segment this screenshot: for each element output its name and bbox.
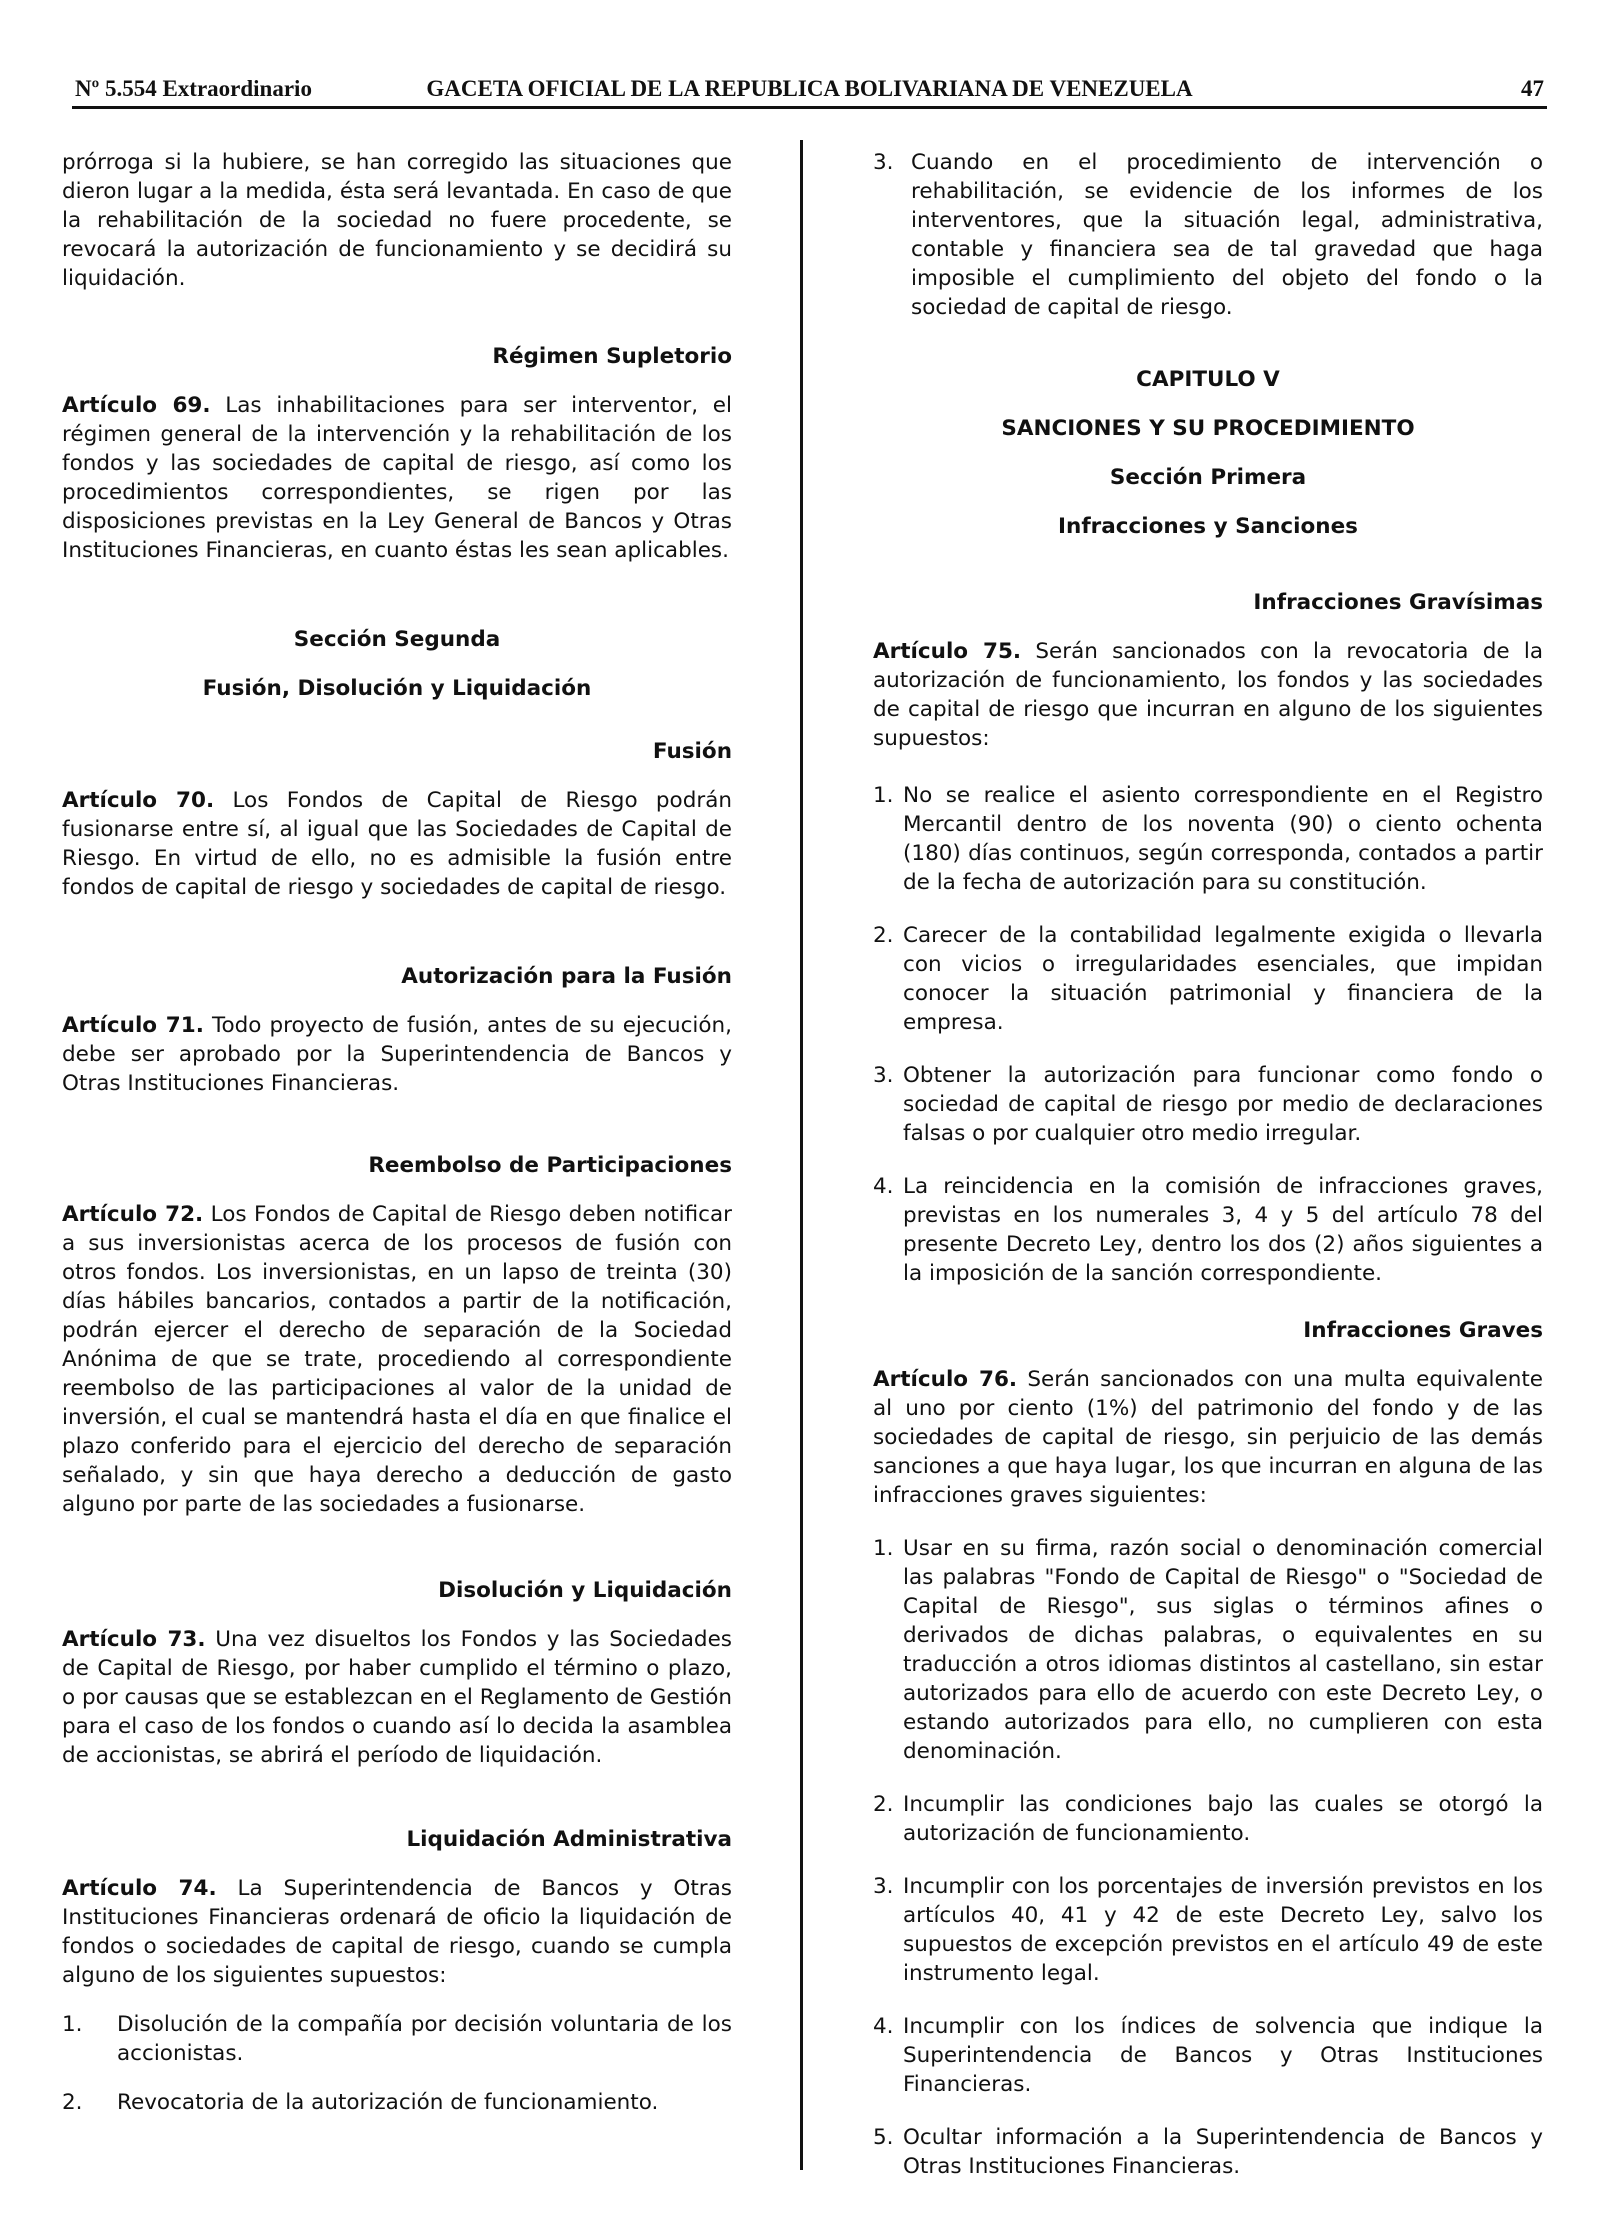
right-column xyxy=(873,148,1543,2181)
list-item: 1. Usar en su firma, razón social o denominación comercial las palabras "Fondo de Capital de Riesgo" o "Sociedad de Capital de Riesgo", sus siglas o términos afines o derivados de dichas palabras, o equivalentes en su traducción a otros idiomas distintos al castellano, sin estar autorizados para ello de acuerdo con este Decreto Ley, o estando autorizados para ello, no cumplieren con esta denominación. xyxy=(873,1536,1543,1764)
list-item: 3. Cuando en el procedimiento de intervención o rehabilitación, se evidencie de los informes de los interventores, que la situación legal, administrativa, contable y financiera sea de tal gravedad que haga imposible el cumplimiento del objeto del fondo o la sociedad de capital de riesgo. xyxy=(873,150,1543,320)
heading-disolucion-liquidacion: Disolución y Liquidación xyxy=(438,1578,732,1603)
article-73: Artículo 73. Una vez disueltos los Fondos y las Sociedades de Capital de Riesgo, por haber cumplido el término o plazo, o por causas que se establezcan en el Reglamento de Gestión para el caso de los fondos o cuando así lo decida la asamblea de accionistas, se abrirá el período de liquidación. xyxy=(62,1627,732,1768)
list-item: 2. Revocatoria de la autorización de funcionamiento. xyxy=(62,2090,659,2115)
left-column xyxy=(62,148,732,2117)
issue-number: Nº 5.554 Extraordinario xyxy=(75,76,312,101)
list-item: 1. Disolución de la compañía por decisión voluntaria de los accionistas. xyxy=(62,2012,732,2066)
article-76: Artículo 76. Serán sancionados con una multa equivalente al uno por ciento (1%) del patrimonio del fondo y de las sociedades de capital de riesgo, sin perjuicio de las demás sanciones a que haya lugar, los que incurran en alguna de las infracciones graves siguientes: xyxy=(873,1367,1543,1508)
heading-infracciones-sanciones: Infracciones y Sanciones xyxy=(1058,514,1358,539)
heading-seccion-segunda: Sección Segunda xyxy=(293,627,501,652)
list-item: 2. Incumplir las condiciones bajo las cuales se otorgó la autorización de funcionamiento. xyxy=(873,1792,1543,1846)
heading-infracciones-gravisimas: Infracciones Gravísimas xyxy=(1253,590,1543,615)
gazette-title: GACETA OFICIAL DE LA REPUBLICA BOLIVARIANA DE VENEZUELA xyxy=(426,76,1193,101)
heading-reembolso: Reembolso de Participaciones xyxy=(368,1153,732,1178)
heading-infracciones-graves: Infracciones Graves xyxy=(1303,1318,1543,1343)
article-70: Artículo 70. Los Fondos de Capital de Riesgo podrán fusionarse entre sí, al igual que las Sociedades de Capital de Riesgo. En virtud de ello, no es admisible la fusión entre fondos de capital de riesgo y sociedades de capital de riesgo. xyxy=(62,788,732,900)
list-item: 3. Obtener la autorización para funcionar como fondo o sociedad de capital de riesgo por medio de declaraciones falsas o por cualquier otro medio irregular. xyxy=(873,1063,1543,1146)
list-item: 3. Incumplir con los porcentajes de inversión previstos en los artículos 40, 41 y 42 de este Decreto Ley, salvo los supuestos de excepción previstos en el artículo 49 de este instrumento legal. xyxy=(873,1874,1543,1986)
heading-sanciones: SANCIONES Y SU PROCEDIMIENTO xyxy=(1001,416,1415,441)
list-item: 1. No se realice el asiento correspondiente en el Registro Mercantil dentro de los noventa (90) o ciento ochenta (180) días continuos, según corresponda, contados a partir de la fecha de autorización para su constitución. xyxy=(873,783,1543,895)
heading-liquidacion-administrativa: Liquidación Administrativa xyxy=(406,1827,732,1852)
article-69: Artículo 69. Las inhabilitaciones para ser interventor, el régimen general de la intervención y la rehabilitación de los fondos y las sociedades de capital de riesgo, así como los procedimientos correspondientes, se rigen por las disposiciones previstas en la Ley General de Bancos y Otras Instituciones Financieras, en cuanto éstas les sean aplicables. xyxy=(62,393,732,563)
heading-fusion: Fusión xyxy=(652,739,732,764)
heading-fusion-disolucion: Fusión, Disolución y Liquidación xyxy=(202,676,592,701)
heading-seccion-primera: Sección Primera xyxy=(1109,465,1307,490)
article-74: Artículo 74. La Superintendencia de Bancos y Otras Instituciones Financieras ordenará de oficio la liquidación de fondos o sociedades de capital de riesgo, cuando se cumpla alguno de los siguientes supuestos: xyxy=(62,1876,732,1988)
list-item: 4. La reincidencia en la comisión de infracciones graves, previstas en los numerales 3, 4 y 5 del artículo 78 del presente Decreto Ley, dentro los dos (2) años siguientes a la imposición de la sanción correspondiente. xyxy=(873,1174,1543,1286)
continuation-paragraph: prórroga si la hubiere, se han corregido las situaciones que dieron lugar a la medida, ésta será levantada. En caso de que la rehabilitación de la sociedad no fuere procedente, se revocará la autorización de funcionamiento y se decidirá su liquidación. xyxy=(62,150,732,291)
article-72: Artículo 72. Los Fondos de Capital de Riesgo deben notificar a sus inversionistas acerca de los procesos de fusión con otros fondos. Los inversionistas, en un lapso de treinta (30) días hábiles bancarios, contados a partir de la notificación, podrán ejercer el derecho de separación de la Sociedad Anónima de que se trate, procediendo al correspondiente reembolso de las participaciones al valor de la unidad de inversión, el cual se mantendrá hasta el día en que finalice el plazo conferido para el ejercicio del derecho de separación señalado, y sin que haya derecho a deducción de gasto alguno por parte de las sociedades a fusionarse. xyxy=(62,1202,733,1517)
list-item: 2. Carecer de la contabilidad legalmente exigida o llevarla con vicios o irregularidades esenciales, que impidan conocer la situación patrimonial y financiera de la empresa. xyxy=(873,923,1543,1035)
list-item: 5. Ocultar información a la Superintendencia de Bancos y Otras Instituciones Financieras. xyxy=(873,2125,1543,2179)
heading-autorizacion-fusion: Autorización para la Fusión xyxy=(401,964,732,989)
list-item: 4. Incumplir con los índices de solvencia que indique la Superintendencia de Bancos y Otras Instituciones Financieras. xyxy=(873,2014,1543,2097)
page-header xyxy=(72,72,1547,109)
column-divider xyxy=(800,140,803,2170)
heading-regimen-supletorio: Régimen Supletorio xyxy=(492,344,732,369)
page-number: 47 xyxy=(1521,76,1544,101)
article-75: Artículo 75. Serán sancionados con la revocatoria de la autorización de funcionamiento, los fondos y las sociedades de capital de riesgo que incurran en alguno de los siguientes supuestos: xyxy=(873,639,1543,751)
heading-capitulo: CAPITULO V xyxy=(1136,367,1280,392)
article-71: Artículo 71. Todo proyecto de fusión, antes de su ejecución, debe ser aprobado por la Superintendencia de Bancos y Otras Instituciones Financieras. xyxy=(62,1013,732,1096)
